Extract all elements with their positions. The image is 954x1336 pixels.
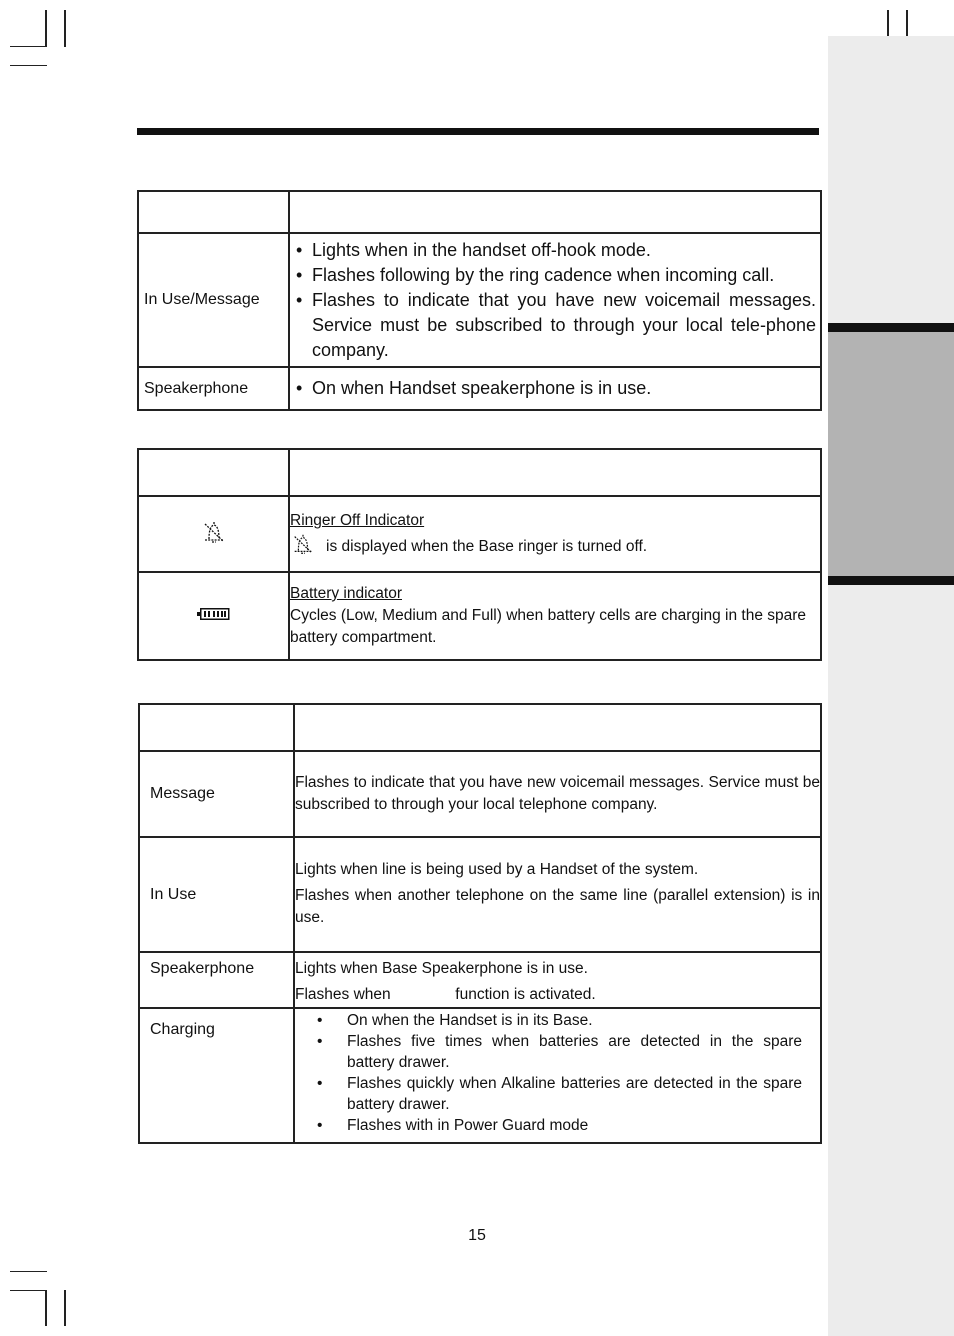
row-label: In Use/Message <box>138 233 289 367</box>
table-row <box>139 952 821 1008</box>
list-item: • Flashes following by the ring cadence when incoming call. <box>312 263 820 288</box>
list-item: • Lights when in the handset off-hook mode. <box>312 238 820 263</box>
speakerphone-line-2 <box>295 984 820 1007</box>
table-row <box>139 1008 821 1143</box>
table-row <box>139 837 821 952</box>
row-label: Speakerphone <box>139 952 294 1008</box>
in-use-line-1: Lights when line is being used by a Handset of the system. <box>295 861 699 879</box>
battery-icon <box>197 607 231 621</box>
row-description <box>289 367 821 410</box>
side-panel <box>828 36 954 1336</box>
message-text: Flashes to indicate that you have new voicemail messages. Service must be subscribed to through your local telephone company. <box>295 773 820 813</box>
display-indicator-table <box>137 448 822 661</box>
side-tab-top-bar <box>828 323 954 332</box>
side-tab <box>828 324 954 584</box>
row-label: Charging <box>139 1008 294 1143</box>
list-item: • Flashes five times when batteries are detected in the spare battery drawer. <box>347 1031 802 1073</box>
header-cell <box>138 191 289 233</box>
table-header-row <box>139 704 821 751</box>
ringer-description <box>289 496 821 572</box>
row-description <box>294 1008 821 1143</box>
header-cell <box>138 449 289 496</box>
ringer-text: is displayed when the Base ringer is turned off. <box>326 538 648 555</box>
table-row <box>139 751 821 837</box>
bell-off-icon <box>201 519 227 545</box>
side-tab-bottom-bar <box>828 576 954 585</box>
speakerphone-line-2-start: Flashes when <box>295 985 391 1003</box>
header-cell <box>294 704 821 751</box>
row-description <box>289 233 821 367</box>
header-cell <box>289 191 821 233</box>
battery-text: Cycles (Low, Medium and Full) when battery cells are charging in the spare battery compartment. <box>290 607 807 646</box>
battery-description <box>289 572 821 660</box>
speakerphone-line-1: Lights when Base Speakerphone is in use. <box>295 960 588 977</box>
table-row <box>138 367 821 410</box>
header-cell <box>289 449 821 496</box>
ringer-title: Ringer Off Indicator <box>290 512 425 529</box>
speakerphone-line-2-end: function is activated. <box>455 985 596 1003</box>
page-number: 15 <box>468 1227 486 1244</box>
table-header-row <box>138 191 821 233</box>
in-use-line-2: Flashes when another telephone on the same line (parallel extension) is in use. <box>295 886 820 927</box>
list-item: • Flashes quickly when Alkaline batteries are detected in the spare battery drawer. <box>347 1073 802 1115</box>
table-header-row <box>138 449 821 496</box>
list-item: • On when the Handset is in its Base. <box>347 1010 802 1031</box>
row-label: Speakerphone <box>138 367 289 410</box>
bell-off-icon <box>290 532 316 556</box>
table-row <box>138 496 821 572</box>
battery-title: Battery indicator <box>290 585 402 602</box>
icon-cell <box>138 496 289 572</box>
header-rule <box>137 128 819 135</box>
row-label: Message <box>139 751 294 837</box>
icon-cell <box>138 572 289 660</box>
row-label: In Use <box>139 837 294 952</box>
row-description <box>294 751 821 837</box>
table-row <box>138 233 821 367</box>
list-item: • On when Handset speakerphone is in use. <box>312 376 820 401</box>
list-item: • Flashes to indicate that you have new voicemail messages. Service must be subscribed to through your local tele-phone company. <box>312 288 820 363</box>
row-description <box>294 837 821 952</box>
row-description <box>294 952 821 1008</box>
handset-indicator-table <box>137 190 822 411</box>
table-row <box>138 572 821 660</box>
list-item: • Flashes with in Power Guard mode <box>347 1115 802 1136</box>
header-cell <box>139 704 294 751</box>
base-indicator-table <box>138 703 822 1144</box>
